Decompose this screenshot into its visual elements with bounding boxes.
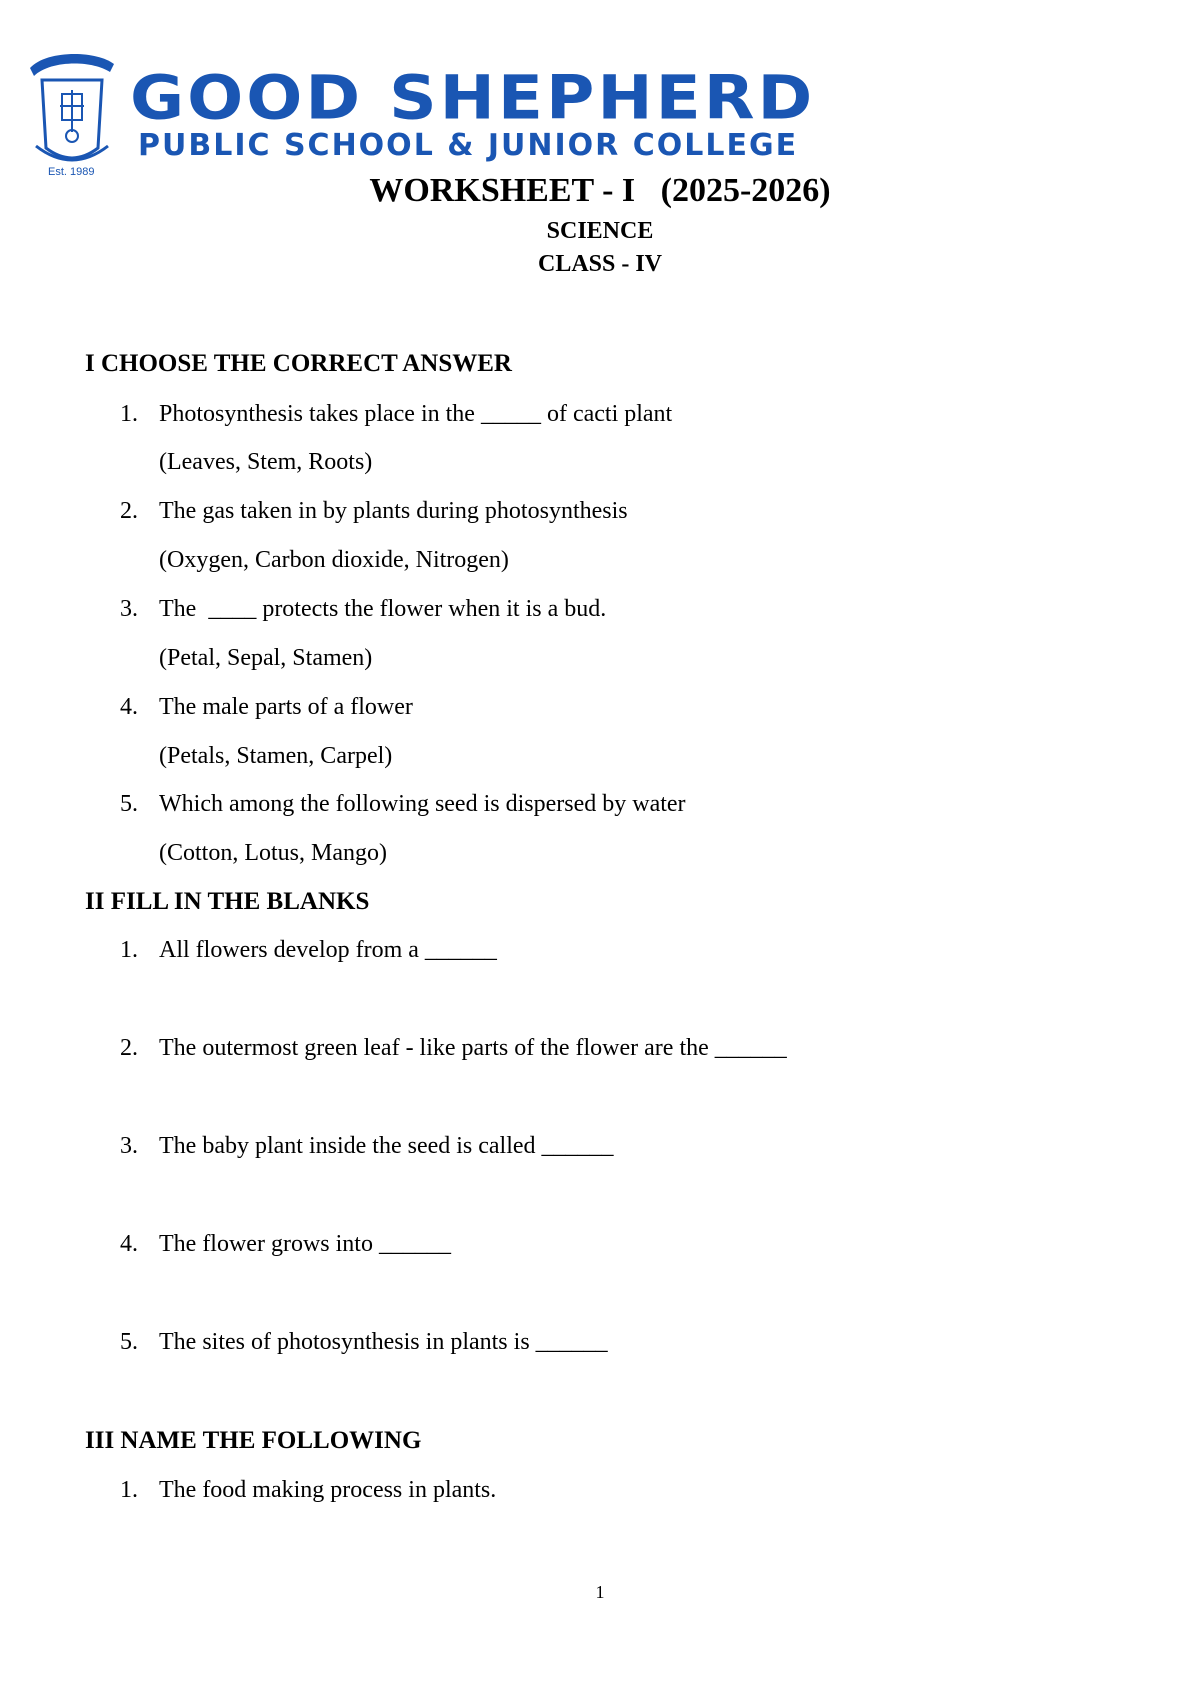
subject-title: SCIENCE [546,218,654,244]
crest-established-text: Est. 1989 [48,166,95,178]
item-number: 1. [120,937,138,963]
question-text: Photosynthesis takes place in the _____ of cacti plant [159,401,673,427]
worksheet-title: WORKSHEET - I (2025-2026) [369,172,831,209]
item-number: 2. [120,498,138,524]
question-text: The gas taken in by plants during photosynthesis [159,498,628,524]
answer-options: (Petal, Sepal, Stamen) [159,645,373,671]
item-number: 3. [120,1133,138,1159]
answer-options: (Oxygen, Carbon dioxide, Nitrogen) [159,547,509,573]
item-number: 3. [120,596,138,622]
school-crest-icon [26,50,118,180]
item-number: 4. [120,694,138,720]
answer-options: (Cotton, Lotus, Mango) [159,840,387,866]
section-1-heading: I CHOOSE THE CORRECT ANSWER [85,350,512,377]
section-3-heading: III NAME THE FOLLOWING [85,1427,422,1454]
question-text: The male parts of a flower [159,694,413,720]
item-number: 5. [120,791,138,817]
blank-text: The outermost green leaf - like parts of the flower are the ______ [159,1035,787,1061]
answer-options: (Petals, Stamen, Carpel) [159,743,393,769]
blank-text: The flower grows into ______ [159,1231,451,1257]
item-number: 1. [120,401,138,427]
item-number: 5. [120,1329,138,1355]
name-prompt-text: The food making process in plants. [159,1477,497,1503]
class-title: CLASS - IV [537,251,663,277]
item-number: 4. [120,1231,138,1257]
item-number: 2. [120,1035,138,1061]
question-text: Which among the following seed is dispersed by water [159,791,686,817]
section-2-heading: II FILL IN THE BLANKS [85,888,370,915]
page-number: 1 [595,1582,605,1602]
answer-options: (Leaves, Stem, Roots) [159,449,373,475]
blank-text: The sites of photosynthesis in plants is ______ [159,1329,608,1355]
school-subtitle: PUBLIC SCHOOL & JUNIOR COLLEGE [138,128,799,163]
question-text: The ____ protects the flower when it is a bud. [159,596,607,622]
item-number: 1. [120,1477,138,1503]
school-name: GOOD SHEPHERD [130,62,816,134]
blank-text: The baby plant inside the seed is called ______ [159,1133,614,1159]
blank-text: All flowers develop from a ______ [159,937,497,963]
